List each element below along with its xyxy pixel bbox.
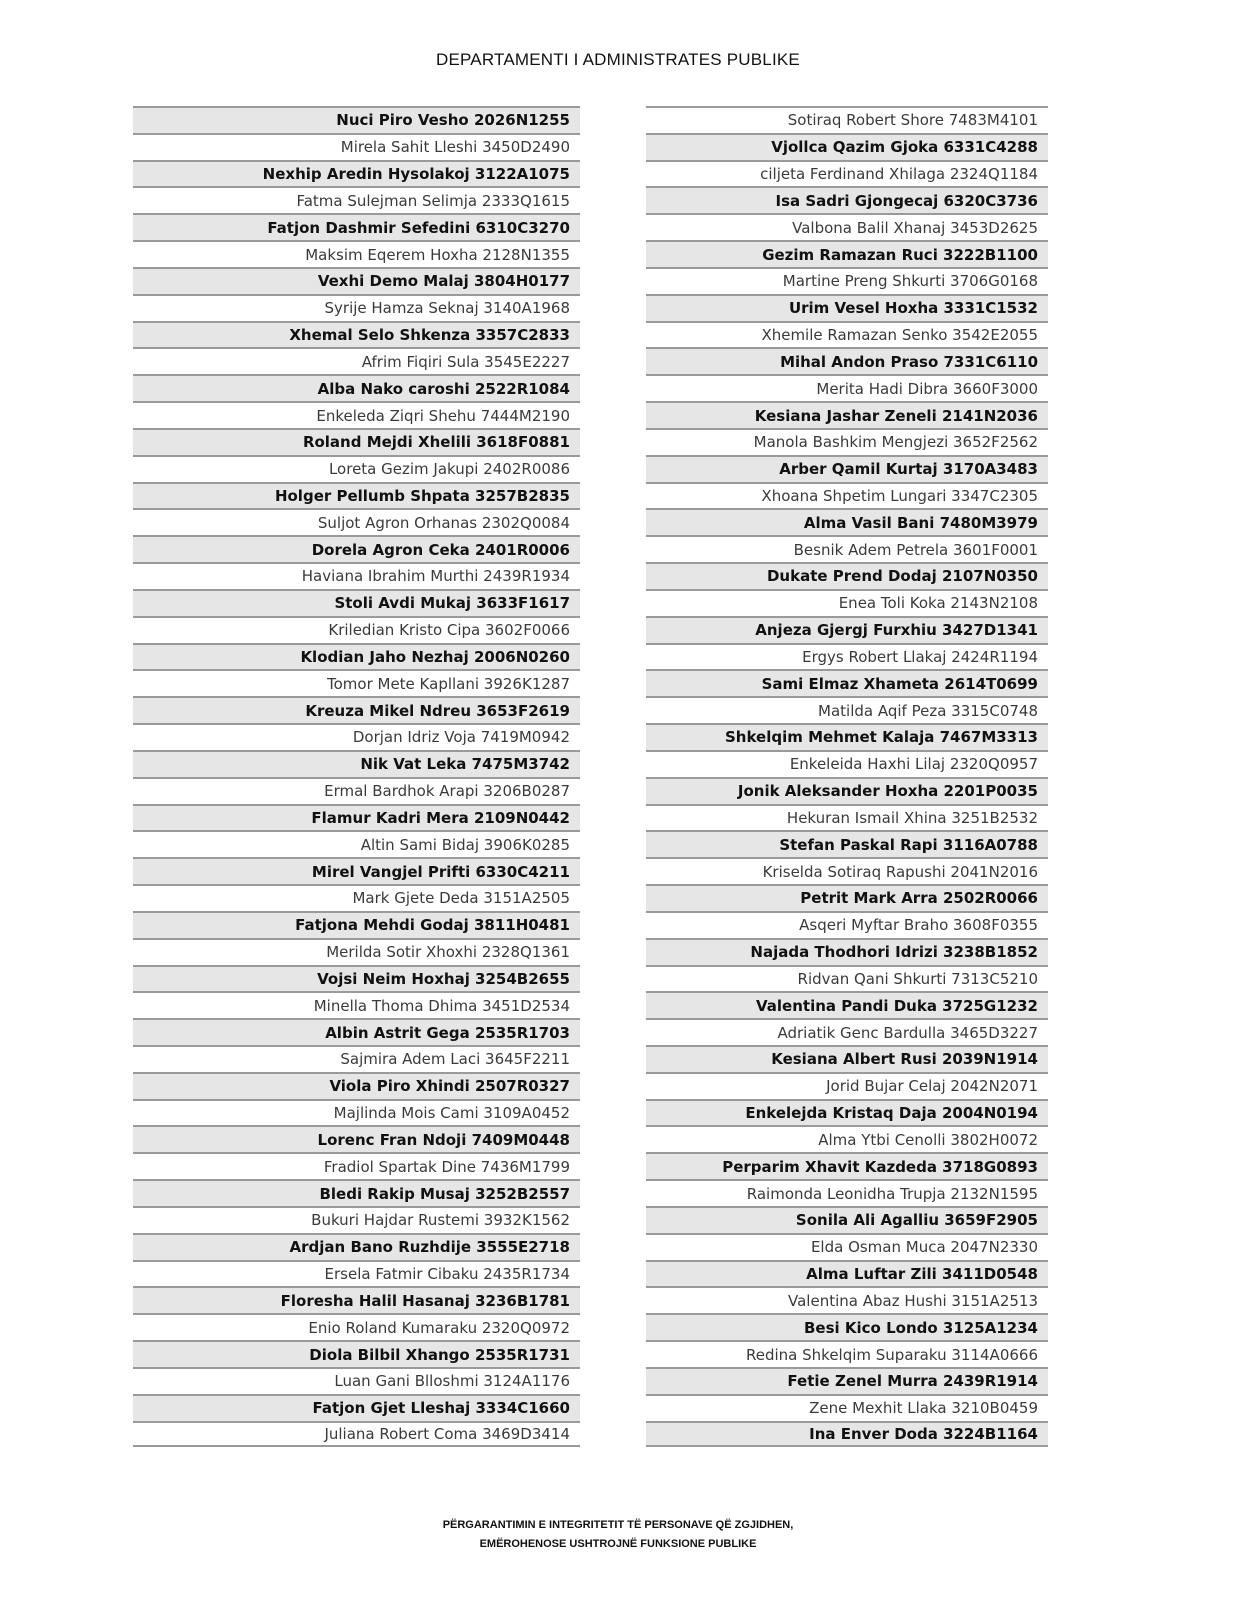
list-item: Alma Vasil Bani 7480M3979 <box>646 508 1048 535</box>
list-item: Ergys Robert Llakaj 2424R1194 <box>646 643 1048 670</box>
list-item: Adriatik Genc Bardulla 3465D3227 <box>646 1018 1048 1045</box>
list-item: ciljeta Ferdinand Xhilaga 2324Q1184 <box>646 160 1048 187</box>
list-item: Anjeza Gjergj Furxhiu 3427D1341 <box>646 616 1048 643</box>
list-item: Enkeleida Haxhi Lilaj 2320Q0957 <box>646 750 1048 777</box>
list-item: Enkelejda Kristaq Daja 2004N0194 <box>646 1099 1048 1126</box>
list-item: Lorenc Fran Ndoji 7409M0448 <box>133 1125 580 1152</box>
list-item: Elda Osman Muca 2047N2330 <box>646 1233 1048 1260</box>
list-item: Jorid Bujar Celaj 2042N2071 <box>646 1072 1048 1099</box>
list-item: Sonila Ali Agalliu 3659F2905 <box>646 1206 1048 1233</box>
list-item: Kriledian Kristo Cipa 3602F0066 <box>133 616 580 643</box>
list-item: Fradiol Spartak Dine 7436M1799 <box>133 1152 580 1179</box>
list-item: Valentina Abaz Hushi 3151A2513 <box>646 1286 1048 1313</box>
list-item: Maksim Eqerem Hoxha 2128N1355 <box>133 240 580 267</box>
list-item: Holger Pellumb Shpata 3257B2835 <box>133 482 580 509</box>
list-item: Kesiana Jashar Zeneli 2141N2036 <box>646 401 1048 428</box>
list-item: Dukate Prend Dodaj 2107N0350 <box>646 562 1048 589</box>
list-item: Haviana Ibrahim Murthi 2439R1934 <box>133 562 580 589</box>
list-item: Stoli Avdi Mukaj 3633F1617 <box>133 589 580 616</box>
list-item: Mirel Vangjel Prifti 6330C4211 <box>133 857 580 884</box>
list-item: Ermal Bardhok Arapi 3206B0287 <box>133 777 580 804</box>
list-item: Alba Nako caroshi 2522R1084 <box>133 374 580 401</box>
list-item: Sami Elmaz Xhameta 2614T0699 <box>646 669 1048 696</box>
list-item: Valbona Balil Xhanaj 3453D2625 <box>646 213 1048 240</box>
list-item: Urim Vesel Hoxha 3331C1532 <box>646 294 1048 321</box>
list-item: Mirela Sahit Lleshi 3450D2490 <box>133 133 580 160</box>
right-name-list <box>646 106 1048 1447</box>
list-item: Besnik Adem Petrela 3601F0001 <box>646 535 1048 562</box>
list-item: Gezim Ramazan Ruci 3222B1100 <box>646 240 1048 267</box>
list-item: Dorela Agron Ceka 2401R0006 <box>133 535 580 562</box>
list-item: Bledi Rakip Musaj 3252B2557 <box>133 1179 580 1206</box>
list-item: Klodian Jaho Nezhaj 2006N0260 <box>133 643 580 670</box>
list-item: Zene Mexhit Llaka 3210B0459 <box>646 1394 1048 1421</box>
list-item: Majlinda Mois Cami 3109A0452 <box>133 1099 580 1126</box>
list-item: Petrit Mark Arra 2502R0066 <box>646 884 1048 911</box>
list-item: Shkelqim Mehmet Kalaja 7467M3313 <box>646 723 1048 750</box>
list-item: Alma Ytbi Cenolli 3802H0072 <box>646 1125 1048 1152</box>
list-item: Isa Sadri Gjongecaj 6320C3736 <box>646 186 1048 213</box>
list-item: Fatjon Dashmir Sefedini 6310C3270 <box>133 213 580 240</box>
list-item: Fetie Zenel Murra 2439R1914 <box>646 1367 1048 1394</box>
list-item: Nuci Piro Vesho 2026N1255 <box>133 106 580 133</box>
footer <box>0 1516 1236 1554</box>
list-item: Ardjan Bano Ruzhdije 3555E2718 <box>133 1233 580 1260</box>
list-item: Mark Gjete Deda 3151A2505 <box>133 884 580 911</box>
list-item: Roland Mejdi Xhelili 3618F0881 <box>133 428 580 455</box>
list-item: Juliana Robert Coma 3469D3414 <box>133 1421 580 1448</box>
list-item: Nik Vat Leka 7475M3742 <box>133 750 580 777</box>
list-item: Ridvan Qani Shkurti 7313C5210 <box>646 965 1048 992</box>
list-item: Hekuran Ismail Xhina 3251B2532 <box>646 804 1048 831</box>
list-item: Martine Preng Shkurti 3706G0168 <box>646 267 1048 294</box>
list-item: Arber Qamil Kurtaj 3170A3483 <box>646 455 1048 482</box>
list-item: Albin Astrit Gega 2535R1703 <box>133 1018 580 1045</box>
list-item: Najada Thodhori Idrizi 3238B1852 <box>646 938 1048 965</box>
list-item: Fatjona Mehdi Godaj 3811H0481 <box>133 911 580 938</box>
list-item: Raimonda Leonidha Trupja 2132N1595 <box>646 1179 1048 1206</box>
list-item: Merilda Sotir Xhoxhi 2328Q1361 <box>133 938 580 965</box>
list-item: Flamur Kadri Mera 2109N0442 <box>133 804 580 831</box>
list-item: Syrije Hamza Seknaj 3140A1968 <box>133 294 580 321</box>
list-item: Viola Piro Xhindi 2507R0327 <box>133 1072 580 1099</box>
list-item: Suljot Agron Orhanas 2302Q0084 <box>133 508 580 535</box>
list-item: Nexhip Aredin Hysolakoj 3122A1075 <box>133 160 580 187</box>
list-item: Fatjon Gjet Lleshaj 3334C1660 <box>133 1394 580 1421</box>
list-item: Sajmira Adem Laci 3645F2211 <box>133 1045 580 1072</box>
list-item: Ina Enver Doda 3224B1164 <box>646 1421 1048 1448</box>
list-item: Besi Kico Londo 3125A1234 <box>646 1313 1048 1340</box>
list-item: Jonik Aleksander Hoxha 2201P0035 <box>646 777 1048 804</box>
list-item: Xhoana Shpetim Lungari 3347C2305 <box>646 482 1048 509</box>
list-item: Altin Sami Bidaj 3906K0285 <box>133 830 580 857</box>
footer-line-1: PËRGARANTIMIN E INTEGRITETIT TË PERSONAVE QË ZGJIDHEN, <box>442 1519 794 1531</box>
list-item: Enkeleda Ziqri Shehu 7444M2190 <box>133 401 580 428</box>
list-item: Dorjan Idriz Voja 7419M0942 <box>133 723 580 750</box>
list-item: Kriselda Sotiraq Rapushi 2041N2016 <box>646 857 1048 884</box>
list-item: Bukuri Hajdar Rustemi 3932K1562 <box>133 1206 580 1233</box>
list-item: Diola Bilbil Xhango 2535R1731 <box>133 1340 580 1367</box>
list-item: Afrim Fiqiri Sula 3545E2227 <box>133 347 580 374</box>
list-item: Valentina Pandi Duka 3725G1232 <box>646 991 1048 1018</box>
list-item: Enio Roland Kumaraku 2320Q0972 <box>133 1313 580 1340</box>
list-item: Fatma Sulejman Selimja 2333Q1615 <box>133 186 580 213</box>
list-item: Matilda Aqif Peza 3315C0748 <box>646 696 1048 723</box>
list-item: Manola Bashkim Mengjezi 3652F2562 <box>646 428 1048 455</box>
list-item: Xhemal Selo Shkenza 3357C2833 <box>133 321 580 348</box>
list-item: Kesiana Albert Rusi 2039N1914 <box>646 1045 1048 1072</box>
list-item: Vexhi Demo Malaj 3804H0177 <box>133 267 580 294</box>
list-item: Ersela Fatmir Cibaku 2435R1734 <box>133 1260 580 1287</box>
list-item: Mihal Andon Praso 7331C6110 <box>646 347 1048 374</box>
list-item: Stefan Paskal Rapi 3116A0788 <box>646 830 1048 857</box>
list-item: Enea Toli Koka 2143N2108 <box>646 589 1048 616</box>
list-item: Vojsi Neim Hoxhaj 3254B2655 <box>133 965 580 992</box>
list-item: Vjollca Qazim Gjoka 6331C4288 <box>646 133 1048 160</box>
list-item: Minella Thoma Dhima 3451D2534 <box>133 991 580 1018</box>
list-item: Perparim Xhavit Kazdeda 3718G0893 <box>646 1152 1048 1179</box>
page-title: DEPARTAMENTI I ADMINISTRATES PUBLIKE <box>436 50 800 69</box>
list-item: Tomor Mete Kapllani 3926K1287 <box>133 669 580 696</box>
list-item: Redina Shkelqim Suparaku 3114A0666 <box>646 1340 1048 1367</box>
list-item: Sotiraq Robert Shore 7483M4101 <box>646 106 1048 133</box>
list-item: Merita Hadi Dibra 3660F3000 <box>646 374 1048 401</box>
left-name-list <box>133 106 580 1447</box>
list-item: Asqeri Myftar Braho 3608F0355 <box>646 911 1048 938</box>
list-item: Xhemile Ramazan Senko 3542E2055 <box>646 321 1048 348</box>
list-item: Luan Gani Blloshmi 3124A1176 <box>133 1367 580 1394</box>
list-item: Floresha Halil Hasanaj 3236B1781 <box>133 1286 580 1313</box>
list-item: Kreuza Mikel Ndreu 3653F2619 <box>133 696 580 723</box>
footer-line-2: EMËROHENOSE USHTROJNË FUNKSIONE PUBLIKE <box>479 1538 757 1550</box>
list-item: Loreta Gezim Jakupi 2402R0086 <box>133 455 580 482</box>
list-item: Alma Luftar Zili 3411D0548 <box>646 1260 1048 1287</box>
